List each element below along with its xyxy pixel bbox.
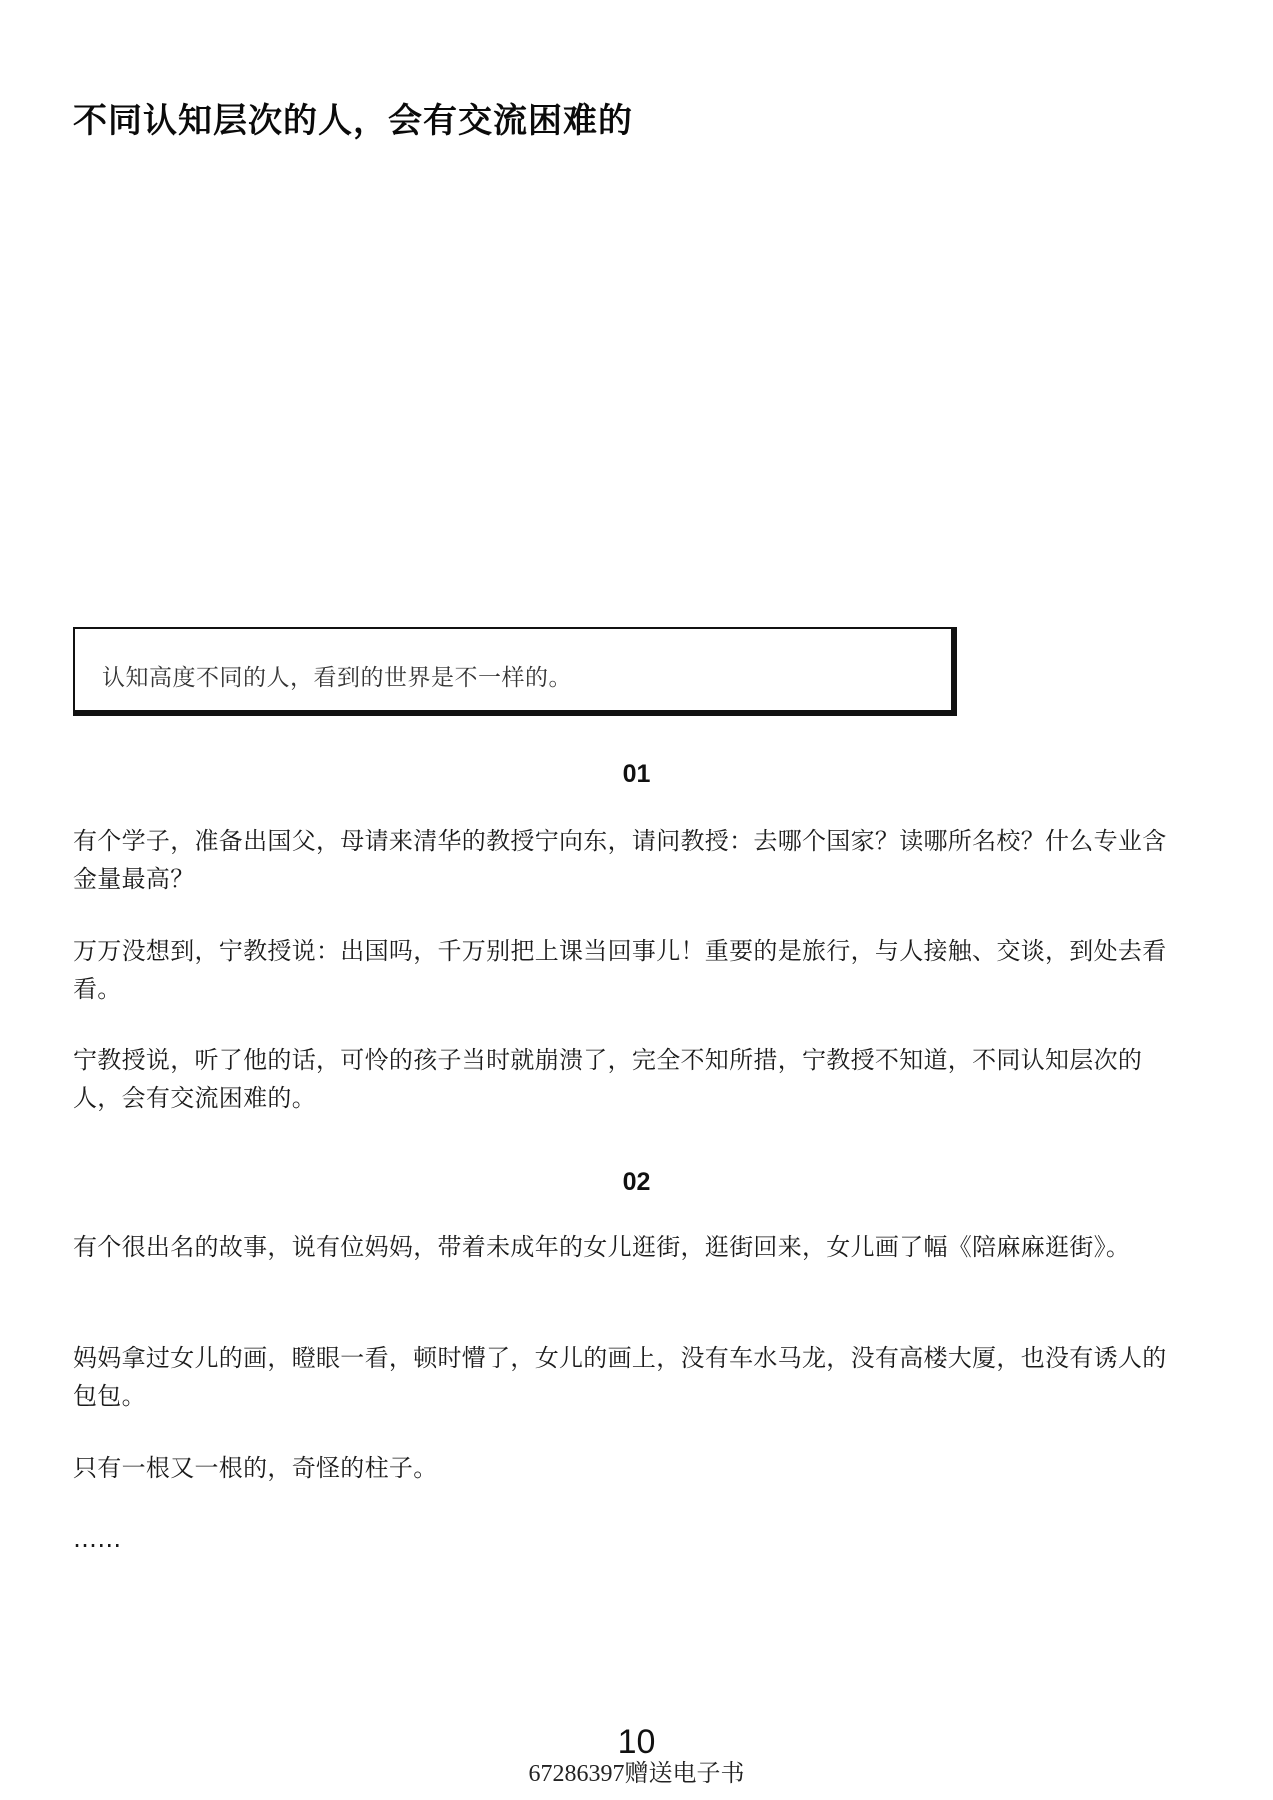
section-number-02: 02 xyxy=(622,1168,651,1196)
section-02-paragraph-1: 有个很出名的故事，说有位妈妈，带着未成年的女儿逛街，逛街回来，女儿画了幅《陪麻麻逛街》。 xyxy=(73,1233,1131,1261)
section-01-paragraph-3: 宁教授说，听了他的话，可怜的孩子当时就崩溃了，完全不知所措，宁教授不知道，不同认知层次的人，会有交流困难的。 xyxy=(73,1046,1143,1112)
section-number-01: 01 xyxy=(622,760,651,788)
ellipsis: …… xyxy=(73,1525,122,1553)
quote-box xyxy=(73,627,957,716)
section-02-paragraph-3: 只有一根又一根的，奇怪的柱子。 xyxy=(73,1454,438,1482)
section-01-paragraph-2: 万万没想到，宁教授说：出国吗，千万别把上课当回事儿！重要的是旅行，与人接触、交谈，到处去看看。 xyxy=(73,937,1167,1003)
quote-text: 认知高度不同的人，看到的世界是不一样的。 xyxy=(102,665,572,691)
page-title: 不同认知层次的人，会有交流困难的 xyxy=(73,101,633,141)
page-number: 10 xyxy=(617,1723,656,1761)
section-02-paragraph-2: 妈妈拿过女儿的画，瞪眼一看，顿时懵了，女儿的画上，没有车水马龙，没有高楼大厦，也没有诱人的包包。 xyxy=(73,1344,1167,1410)
watermark: 67286397赠送电子书 xyxy=(528,1761,745,1787)
section-01-paragraph-1: 有个学子，准备出国父，母请来清华的教授宁向东，请问教授：去哪个国家？读哪所名校？什么专业含金量最高？ xyxy=(73,827,1167,893)
